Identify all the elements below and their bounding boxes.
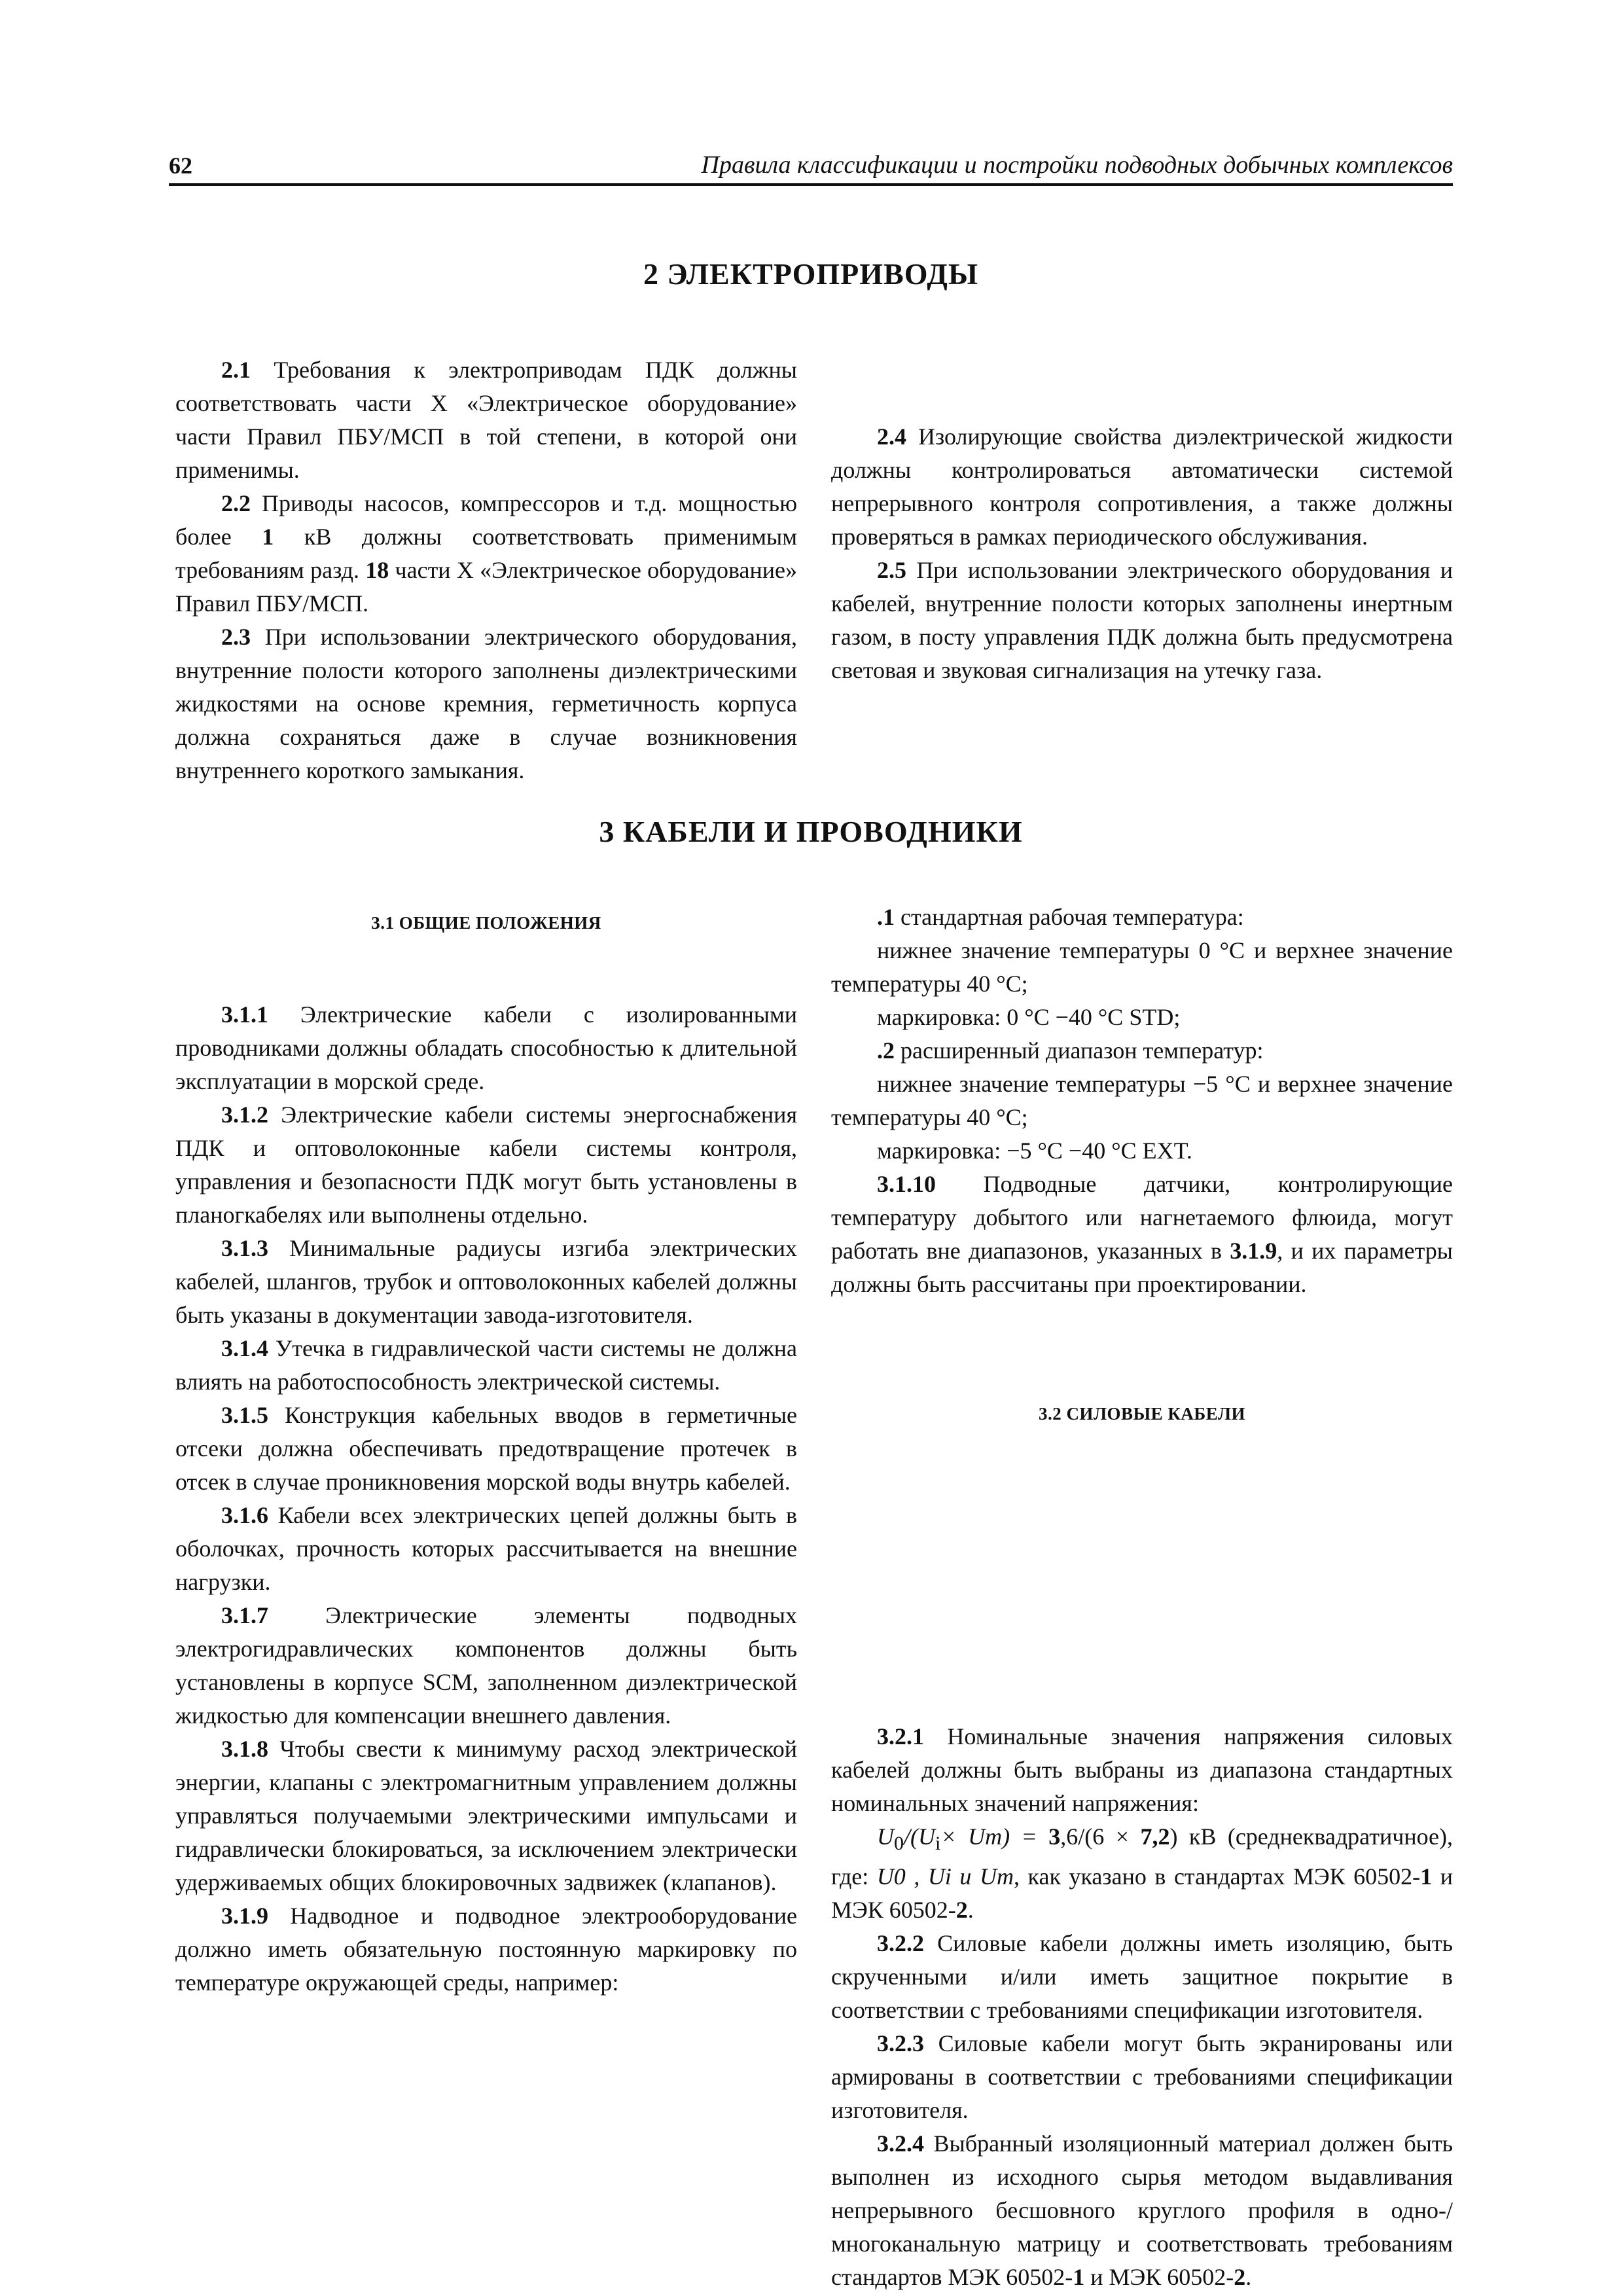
section-3-left-column	[175, 998, 797, 2000]
list-item-2: .2 расширенный диапазон температур:	[877, 1037, 1264, 1064]
clause-number: 3.1.6	[221, 1502, 268, 1528]
clause-number: 3.2.1	[877, 1723, 924, 1749]
paragraph-3-2-4: 3.2.4 Выбранный изоляционный материал должен быть выполнен из исходного сырья методом выдавливания непрерывного бесшовного круглого профиля в одно-/многоканальную матрицу и соответствовать требованиям стандартов МЭК 60502-1 и МЭК 60502-2.	[831, 2130, 1453, 2291]
clause-number: 3.1.1	[221, 1001, 268, 1028]
subsection-3-1-heading: 3.1 ОБЩИЕ ПОЛОЖЕНИЯ	[371, 913, 601, 933]
clause-number: 3.1.4	[221, 1335, 268, 1361]
clause-number: 3.2.4	[877, 2130, 924, 2157]
clause-number: 2.1	[221, 357, 251, 383]
clause-number: 3.1.3	[221, 1235, 268, 1261]
running-title: Правила классификации и постройки подводных добычных комплексов	[701, 151, 1453, 179]
section-3-right-column	[831, 901, 1453, 2294]
list-item-2-range: нижнее значение температуры −5 °С и верхнее значение температуры 40 °С;	[831, 1071, 1453, 1130]
clause-number: 3.1.5	[221, 1402, 268, 1428]
paragraph-3-1-9: 3.1.9 Надводное и подводное электрооборудование должно иметь обязательную постоянную маркировку по температуре окружающей среды, например:	[175, 1903, 797, 1996]
paragraph-3-1-6: 3.1.6 Кабели всех электрических цепей должны быть в оболочках, прочность которых рассчитывается на внешние нагрузки.	[175, 1502, 797, 1595]
paragraph-3-1-4: 3.1.4 Утечка в гидравлической части системы не должна влиять на работоспособность электрической системы.	[175, 1335, 797, 1395]
clause-number: 2.2	[221, 490, 251, 516]
paragraph-3-1-8: 3.1.8 Чтобы свести к минимуму расход электрической энергии, клапаны с электромагнитным управлением должны управляться получаемыми электрическими импульсами и гидравлически блокироваться, за исключением электрически удерживаемых общих блокировочных задвижек (клапанов).	[175, 1736, 797, 1895]
clause-number: 3.2.2	[877, 1930, 924, 1957]
list-number: .1	[877, 904, 895, 930]
paragraph-3-2-3: 3.2.3 Силовые кабели могут быть экранированы или армированы в соответствии с требованиями спецификации изготовителя.	[831, 2030, 1453, 2124]
paragraph-3-1-1: 3.1.1 Электрические кабели с изолированными проводниками должны обладать способностью к длительной эксплуатации в морской среде.	[175, 1001, 797, 1094]
clause-number: 2.4	[877, 423, 906, 450]
clause-number: 3.1.10	[877, 1171, 936, 1197]
section-3-title: 3 КАБЕЛИ И ПРОВОДНИКИ	[599, 815, 1023, 848]
paragraph-2-3: 2.3 При использовании электрического оборудования, внутренние полости которого заполнены диэлектрическими жидкостями на основе кремния, герметичность корпуса должна сохраняться даже в случае возникновения внутреннего короткого замыкания.	[175, 624, 797, 783]
clause-number: 3.1.7	[221, 1602, 268, 1628]
paragraph-3-1-5: 3.1.5 Конструкция кабельных вводов в герметичные отсеки должна обеспечивать предотвращение протечек в отсек в случае проникновения морской воды внутрь кабелей.	[175, 1402, 797, 1495]
page-header	[169, 145, 1453, 186]
paragraph-2-4: 2.4 Изолирующие свойства диэлектрической жидкости должны контролироваться автоматически системой непрерывного контроля сопротивления, а также должны проверяться в рамках периодического обслуживания.	[831, 423, 1453, 550]
clause-number: 3.2.3	[877, 2030, 924, 2057]
clause-number: 3.1.9	[221, 1903, 268, 1929]
section-2-right-column	[831, 353, 1453, 687]
paragraph-3-1-10: 3.1.10 Подводные датчики, контролирующие температуру добытого или нагнетаемого флюида, могут работать вне диапазонов, указанных в 3.1.9, и их параметры должны быть рассчитаны при проектировании.	[831, 1171, 1453, 1297]
list-item-2-marking: маркировка: −5 °С −40 °С EXT.	[877, 1138, 1192, 1164]
paragraph-2-1: 2.1 Требования к электроприводам ПДК должны соответствовать части X «Электрическое оборудование» части Правил ПБУ/МСП в той степени, в которой они применимы.	[175, 357, 797, 483]
clause-number: 2.5	[877, 557, 906, 583]
formula-variables: U0 , Ui и Um	[876, 1863, 1014, 1890]
list-item-1: .1 стандартная рабочая температура:	[877, 904, 1244, 930]
clause-number: 2.3	[221, 624, 251, 650]
list-item-1-range: нижнее значение температуры 0 °С и верхнее значение температуры 40 °С;	[831, 937, 1453, 997]
clause-number: 3.1.8	[221, 1736, 268, 1762]
list-number: .2	[877, 1037, 895, 1064]
paragraph-3-1-2: 3.1.2 Электрические кабели системы энергоснабжения ПДК и оптоволоконные кабели системы контроля, управления и безопасности ПДК могут быть установлены в планогкабелях или выполнены отдельно.	[175, 1102, 797, 1228]
paragraph-2-5: 2.5 При использовании электрического оборудования и кабелей, внутренние полости которых заполнены инертным газом, в посту управления ПДК должна быть предусмотрена световая и звуковая сигнализация на утечку газа.	[831, 557, 1453, 683]
page-number: 62	[169, 152, 192, 179]
list-item-1-marking: маркировка: 0 °С −40 °С STD;	[877, 1004, 1181, 1030]
clause-number: 3.1.2	[221, 1102, 268, 1128]
section-2-left-column	[175, 353, 797, 787]
subsection-spacer	[831, 1301, 1453, 1720]
section-2-title: 2 ЭЛЕКТРОПРИВОДЫ	[643, 257, 979, 291]
paragraph-2-2: 2.2 Приводы насосов, компрессоров и т.д. мощностью более 1 кВ должны соответствовать применимым требованиям разд. 18 части X «Электрическое оборудование» Правил ПБУ/МСП.	[175, 490, 797, 617]
paragraph-3-1-3: 3.1.3 Минимальные радиусы изгиба электрических кабелей, шлангов, трубок и оптоволоконных кабелей должны быть указаны в документации завода-изготовителя.	[175, 1235, 797, 1328]
formula-paragraph: $U_0/(U_i\times Um) = 3,6/(6 \times 7,2)$ кВ (среднеквадратичное), где: U0 , Ui и Um, как указано в стандартах МЭК 60502-1 и МЭК 60502-2.	[831, 1823, 1453, 1924]
paragraph-3-1-7: 3.1.7 Электрические элементы подводных электрогидравлических компонентов должны быть установлены в корпусе SCM, заполненном диэлектрической жидкостью для компенсации внешнего давления.	[175, 1602, 797, 1729]
column-continuation-space	[831, 353, 1453, 420]
subsection-3-2-heading: 3.2 СИЛОВЫЕ КАБЕЛИ	[1038, 1404, 1246, 1424]
paragraph-3-2-1: 3.2.1 Номинальные значения напряжения силовых кабелей должны быть выбраны из диапазона стандартных номинальных значений напряжения:	[831, 1723, 1453, 1816]
paragraph-3-2-2: 3.2.2 Силовые кабели должны иметь изоляцию, быть скрученными и/или иметь защитное покрытие в соответствии с требованиями спецификации изготовителя.	[831, 1930, 1453, 2024]
cross-reference: 3.1.9	[1230, 1238, 1277, 1264]
